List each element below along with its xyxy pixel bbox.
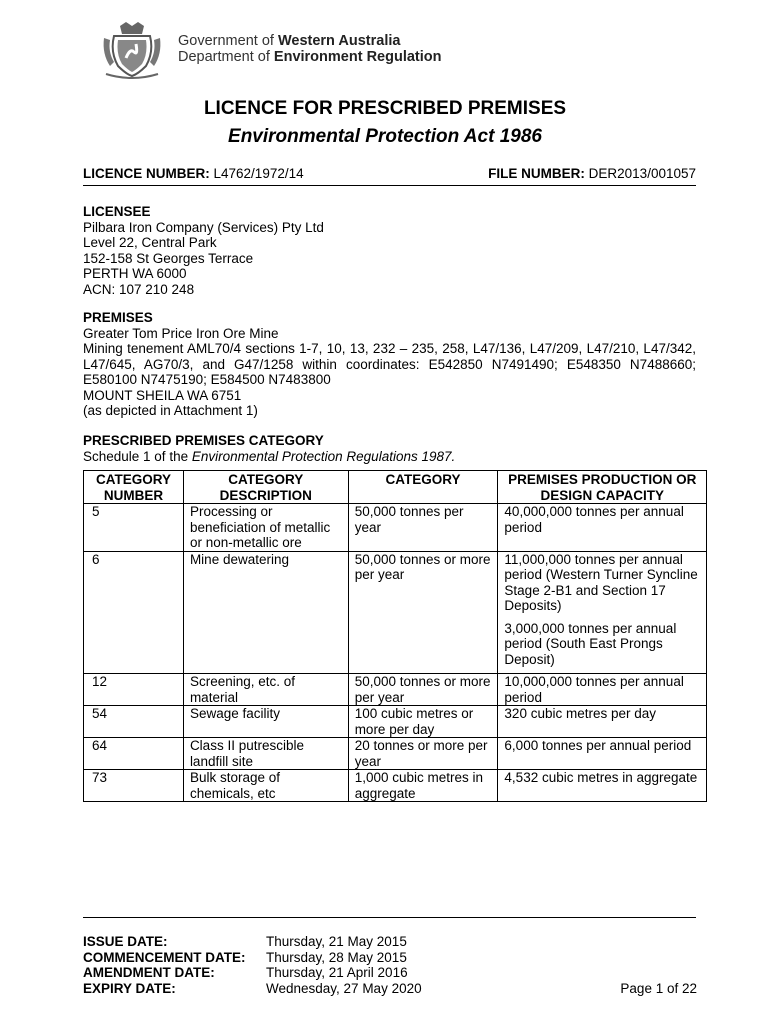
category-section (83, 433, 696, 464)
cell-capacity: 4,532 cubic metres in aggregate (498, 770, 707, 802)
commencement-date-label: COMMENCEMENT DATE: (83, 949, 246, 965)
cell-category: 50,000 tonnes per year (348, 504, 498, 552)
cell-description: Bulk storage of chemicals, etc (183, 770, 348, 802)
table-header-row (84, 471, 707, 504)
document-title: LICENCE FOR PRESCRIBED PREMISES (203, 98, 567, 119)
cell-description: Processing or beneficiation of metallic or non-metallic ore (183, 504, 348, 552)
amendment-date: Thursday, 21 April 2016 (266, 965, 408, 980)
cell-category: 1,000 cubic metres in aggregate (348, 770, 498, 802)
licensee-line: Level 22, Central Park (83, 235, 217, 250)
footer-divider (83, 917, 696, 918)
cell-number: 12 (84, 674, 184, 706)
cell-category: 100 cubic metres or more per day (348, 706, 498, 738)
expiry-date-label: EXPIRY DATE: (83, 980, 176, 996)
category-table (83, 470, 707, 802)
premises-note: (as depicted in Attachment 1) (83, 403, 258, 418)
government-header: Government of Western Australia Department of Environment Regulation (178, 33, 442, 65)
cell-category: 50,000 tonnes or more per year (348, 674, 498, 706)
premises-town: MOUNT SHEILA WA 6751 (83, 387, 242, 403)
licensee-line: ACN: 107 210 248 (83, 281, 195, 297)
cell-number: 6 (84, 551, 184, 674)
table-row (84, 706, 707, 738)
issue-date: Thursday, 21 May 2015 (266, 934, 407, 949)
cell-category: 50,000 tonnes or more per year (348, 551, 498, 674)
table-row (84, 551, 707, 674)
header-divider (83, 185, 696, 186)
cell-capacity: 320 cubic metres per day (498, 706, 707, 738)
licensee-line: 152-158 St Georges Terrace (83, 250, 254, 266)
premises-section (83, 310, 696, 419)
wa-crest-logo (100, 18, 164, 82)
page-number: Page 1 of 22 (620, 981, 697, 996)
cell-description: Class II putrescible landfill site (183, 738, 348, 770)
category-heading: PRESCRIBED PREMISES CATEGORY (83, 433, 324, 448)
cell-number: 64 (84, 738, 184, 770)
table-row (84, 770, 707, 802)
cell-number: 54 (84, 706, 184, 738)
cell-description: Screening, etc. of material (183, 674, 348, 706)
table-row (84, 504, 707, 552)
cell-number: 73 (84, 770, 184, 802)
premises-heading: PREMISES (83, 310, 153, 325)
header-cell: PREMISES PRODUCTION OR DESIGN CAPACITY (498, 471, 707, 504)
cell-capacity: 6,000 tonnes per annual period (498, 738, 707, 770)
cell-capacity: 11,000,000 tonnes per annual period (Western Turner Syncline Stage 2-B1 and Section 17 Deposits) 3,000,000 tonnes per annual period (South East Prongs Deposit) (498, 551, 707, 674)
header-cell: CATEGORY (348, 471, 498, 504)
licensee-heading: LICENSEE (83, 204, 151, 219)
table-row (84, 674, 707, 706)
premises-tenement: Mining tenement AML70/4 sections 1-7, 10, 13, 232 – 235, 258, L47/136, L47/209, L47/210, L47/342, L47/645, AG70/3, and G47/1258 within coordinates: E542850 N7491490; E548350 N7488660; E580100 N7475190; E584500 N7483800 (83, 341, 696, 387)
cell-description: Sewage facility (183, 706, 348, 738)
licensee-line: Pilbara Iron Company (Services) Pty Ltd (83, 219, 324, 235)
premises-name: Greater Tom Price Iron Ore Mine (83, 325, 279, 341)
cell-capacity: 40,000,000 tonnes per annual period (498, 504, 707, 552)
cell-capacity: 10,000,000 tonnes per annual period (498, 674, 707, 706)
licence-file-row (83, 166, 696, 181)
cell-description: Mine dewatering (183, 551, 348, 674)
amendment-date-label: AMENDMENT DATE: (83, 965, 215, 980)
licensee-section (83, 204, 696, 297)
cell-category: 20 tonnes or more per year (348, 738, 498, 770)
table-row (84, 738, 707, 770)
file-number: FILE NUMBER: DER2013/001057 (488, 166, 696, 181)
header-cell: CATEGORY NUMBER (84, 471, 184, 504)
header-cell: CATEGORY DESCRIPTION (183, 471, 348, 504)
licence-number: LICENCE NUMBER: L4762/1972/14 (83, 166, 304, 181)
commencement-date: Thursday, 28 May 2015 (266, 949, 407, 965)
issue-date-label: ISSUE DATE: (83, 934, 168, 949)
cell-number: 5 (84, 504, 184, 552)
licensee-line: PERTH WA 6000 (83, 266, 187, 281)
document-subtitle: Environmental Protection Act 1986 (228, 126, 542, 147)
expiry-date: Wednesday, 27 May 2020 (266, 980, 422, 996)
schedule-line: Schedule 1 of the Environmental Protection Regulations 1987. (83, 448, 456, 464)
